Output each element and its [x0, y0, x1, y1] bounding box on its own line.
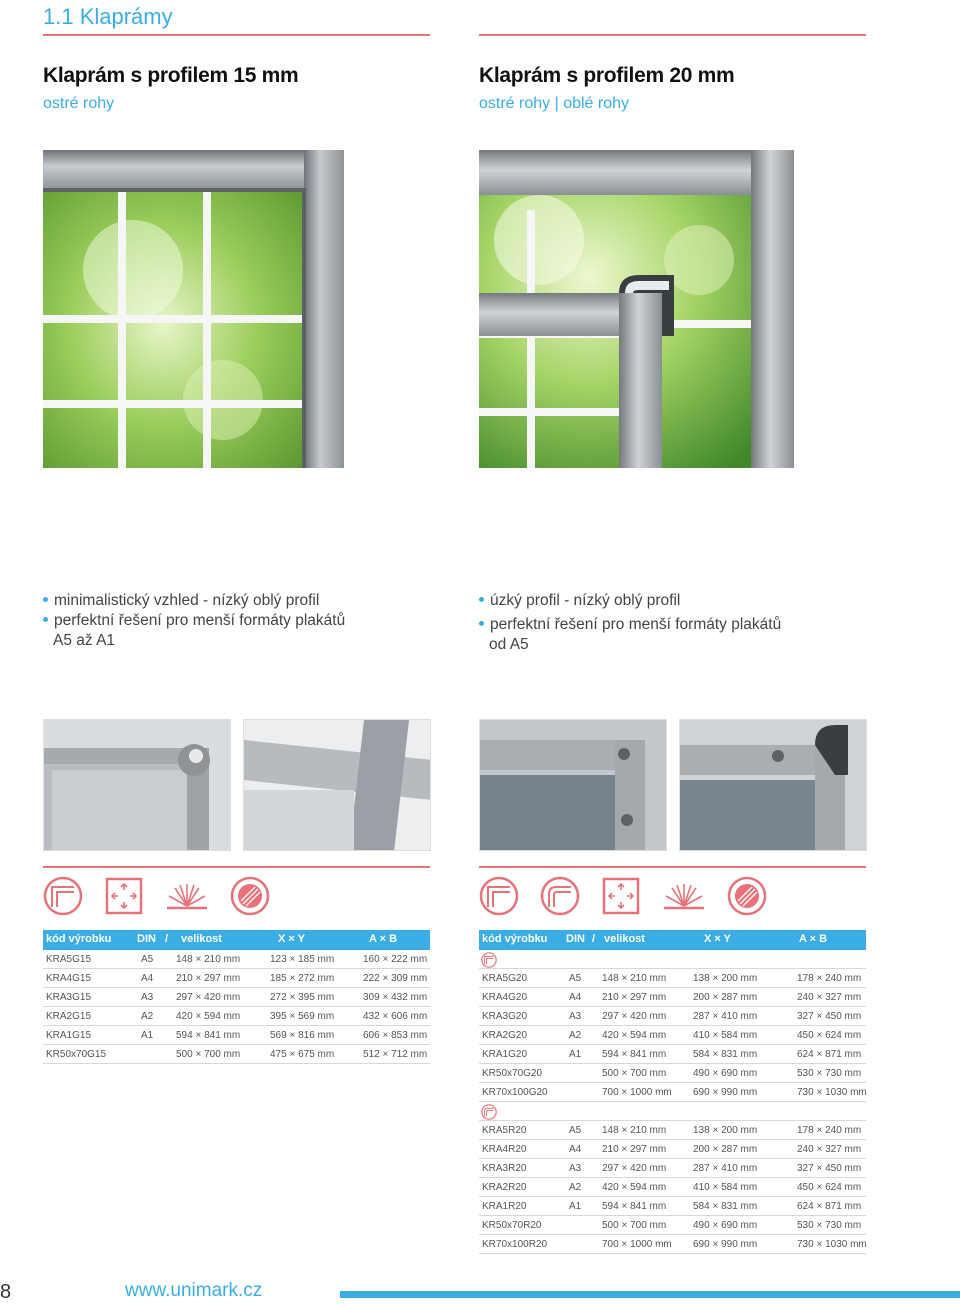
- table-row: [479, 1216, 866, 1235]
- cell-ab: 730 × 1030 mm: [797, 1239, 867, 1250]
- cell-xy: 690 × 990 mm: [693, 1087, 758, 1098]
- table-header: [43, 930, 430, 950]
- detail-photo-15-profile: [243, 719, 431, 851]
- frame-15mm-photo: [43, 150, 344, 468]
- cell-code: KRA2G20: [482, 1030, 528, 1041]
- cell-code: KR70x100R20: [482, 1239, 548, 1250]
- left-feature-list: [43, 591, 345, 651]
- cell-din: A2: [569, 1030, 582, 1041]
- left-size-table: [43, 930, 430, 1064]
- cell-xy: 410 × 584 mm: [693, 1030, 758, 1041]
- cell-size: 148 × 210 mm: [602, 1125, 667, 1136]
- cell-code: KRA3R20: [482, 1163, 527, 1174]
- left-feature-item: perfektní řešení pro menší formáty plakátů: [43, 611, 345, 631]
- col-header-code: kód výrobku: [482, 933, 548, 945]
- cell-xy: 272 × 395 mm: [270, 992, 335, 1003]
- cell-ab: 530 × 730 mm: [797, 1068, 862, 1079]
- cell-size: 500 × 700 mm: [602, 1068, 667, 1079]
- cell-din: A5: [569, 973, 582, 984]
- bullet-icon: [43, 597, 48, 602]
- left-feature-item: minimalistický vzhled - nízký oblý profil: [43, 591, 345, 611]
- table-row: [479, 1083, 866, 1102]
- col-header-slash: /: [165, 933, 169, 945]
- cell-size: 420 × 594 mm: [602, 1030, 667, 1041]
- cell-code: KRA1R20: [482, 1201, 527, 1212]
- cell-ab: 178 × 240 mm: [797, 973, 862, 984]
- group-sharp-corners: [479, 950, 866, 969]
- left-product-title: Klaprám s profilem 15 mm: [43, 64, 299, 87]
- cell-ab: 178 × 240 mm: [797, 1125, 862, 1136]
- cell-ab: 730 × 1030 mm: [797, 1087, 867, 1098]
- cell-din: A4: [569, 1144, 582, 1155]
- light-rays-icon: [165, 876, 209, 916]
- frame-20mm-photo: [479, 150, 794, 468]
- cell-xy: 584 × 831 mm: [693, 1049, 758, 1060]
- cell-code: KRA4G15: [46, 973, 92, 984]
- left-feature-icons: [43, 876, 270, 916]
- cell-size: 594 × 841 mm: [602, 1049, 667, 1060]
- cell-size: 500 × 700 mm: [602, 1220, 667, 1231]
- cell-ab: 450 × 624 mm: [797, 1030, 862, 1041]
- col-header-ab: A × B: [369, 933, 398, 945]
- cell-din: A4: [141, 973, 154, 984]
- uv-resistant-icon: [230, 876, 270, 916]
- table-row: [479, 1159, 866, 1178]
- expand-arrows-icon: [601, 876, 641, 916]
- cell-din: A4: [569, 992, 582, 1003]
- cell-size: 700 × 1000 mm: [602, 1239, 672, 1250]
- col-header-slash: /: [592, 933, 596, 945]
- cell-xy: 410 × 584 mm: [693, 1182, 758, 1193]
- right-feature-item: úzký profil - nízký oblý profil: [479, 591, 781, 611]
- table-header: [479, 930, 866, 950]
- table-row: [479, 969, 866, 988]
- cell-code: KRA1G20: [482, 1049, 528, 1060]
- cell-ab: 624 × 871 mm: [797, 1049, 862, 1060]
- cell-code: KRA3G15: [46, 992, 92, 1003]
- right-feature-item: perfektní řešení pro menší formáty plakátů: [479, 615, 781, 635]
- col-header-din: DIN: [566, 933, 585, 945]
- cell-ab: 309 × 432 mm: [363, 992, 428, 1003]
- detail-photo-15-corner: [43, 719, 231, 851]
- col-header-size: velikost: [604, 933, 645, 945]
- table-row: [479, 1140, 866, 1159]
- cell-xy: 138 × 200 mm: [693, 973, 758, 984]
- bullet-icon: [43, 617, 48, 622]
- cell-ab: 432 × 606 mm: [363, 1011, 428, 1022]
- detail-photo-20-corner: [479, 719, 667, 851]
- cell-xy: 123 × 185 mm: [270, 954, 335, 965]
- cell-ab: 327 × 450 mm: [797, 1011, 862, 1022]
- table-row: [479, 1045, 866, 1064]
- cell-xy: 690 × 990 mm: [693, 1239, 758, 1250]
- icons-rule-left: [43, 866, 430, 868]
- expand-arrows-icon: [104, 876, 144, 916]
- cell-size: 420 × 594 mm: [602, 1182, 667, 1193]
- cell-size: 297 × 420 mm: [602, 1011, 667, 1022]
- cell-code: KRA5G15: [46, 954, 92, 965]
- right-product-subtitle: ostré rohy | oblé rohy: [479, 95, 630, 112]
- icons-rule-right: [479, 866, 866, 868]
- bullet-icon: [479, 597, 484, 602]
- cell-ab: 240 × 327 mm: [797, 992, 862, 1003]
- cell-code: KRA4R20: [482, 1144, 527, 1155]
- cell-din: A3: [141, 992, 154, 1003]
- cell-ab: 222 × 309 mm: [363, 973, 428, 984]
- cell-code: KRA4G20: [482, 992, 528, 1003]
- table-row: [479, 1064, 866, 1083]
- cell-size: 210 × 297 mm: [602, 992, 667, 1003]
- table-row: [479, 988, 866, 1007]
- cell-xy: 200 × 287 mm: [693, 1144, 758, 1155]
- round-corner-icon: [540, 876, 580, 916]
- cell-ab: 450 × 624 mm: [797, 1182, 862, 1193]
- cell-din: A3: [569, 1163, 582, 1174]
- right-size-table: [479, 930, 866, 1254]
- right-feature-list: [479, 591, 781, 655]
- table-row: [479, 1197, 866, 1216]
- cell-size: 700 × 1000 mm: [602, 1087, 672, 1098]
- page-number: 8: [0, 1281, 12, 1303]
- cell-xy: 490 × 690 mm: [693, 1220, 758, 1231]
- cell-xy: 185 × 272 mm: [270, 973, 335, 984]
- group-round-corners: [479, 1102, 866, 1121]
- cell-ab: 512 × 712 mm: [363, 1049, 428, 1060]
- cell-din: A3: [569, 1011, 582, 1022]
- cell-xy: 490 × 690 mm: [693, 1068, 758, 1079]
- cell-size: 148 × 210 mm: [602, 973, 667, 984]
- cell-ab: 240 × 327 mm: [797, 1144, 862, 1155]
- light-rays-icon: [662, 876, 706, 916]
- cell-code: KR50x70G15: [46, 1049, 107, 1060]
- header-rule-right: [479, 34, 866, 36]
- sharp-corner-icon: [481, 952, 497, 968]
- right-product-title: Klaprám s profilem 20 mm: [479, 64, 735, 87]
- footer-bar: [340, 1291, 960, 1298]
- bullet-icon: [479, 621, 484, 626]
- cell-size: 500 × 700 mm: [176, 1049, 241, 1060]
- cell-din: A1: [569, 1049, 582, 1060]
- right-feature-icons: [479, 876, 767, 916]
- cell-ab: 327 × 450 mm: [797, 1163, 862, 1174]
- cell-xy: 200 × 287 mm: [693, 992, 758, 1003]
- cell-code: KR50x70G20: [482, 1068, 543, 1079]
- cell-code: KR70x100G20: [482, 1087, 548, 1098]
- col-header-code: kód výrobku: [46, 933, 112, 945]
- cell-din: A2: [141, 1011, 154, 1022]
- website-link[interactable]: www.unimark.cz: [125, 1280, 263, 1301]
- table-row: [43, 969, 430, 988]
- cell-size: 210 × 297 mm: [602, 1144, 667, 1155]
- cell-xy: 475 × 675 mm: [270, 1049, 335, 1060]
- table-row: [43, 1045, 430, 1064]
- cell-size: 420 × 594 mm: [176, 1011, 241, 1022]
- table-row: [43, 1007, 430, 1026]
- col-header-ab: A × B: [799, 933, 828, 945]
- table-row: [43, 988, 430, 1007]
- cell-size: 594 × 841 mm: [602, 1201, 667, 1212]
- uv-resistant-icon: [727, 876, 767, 916]
- col-header-xy: X × Y: [704, 933, 732, 945]
- col-header-xy: X × Y: [278, 933, 306, 945]
- cell-size: 210 × 297 mm: [176, 973, 241, 984]
- cell-code: KRA1G15: [46, 1030, 92, 1041]
- cell-din: A1: [569, 1201, 582, 1212]
- table-row: [479, 1026, 866, 1045]
- header-rule-left: [43, 34, 430, 36]
- cell-xy: 584 × 831 mm: [693, 1201, 758, 1212]
- cell-code: KRA3G20: [482, 1011, 528, 1022]
- table-row: [479, 1007, 866, 1026]
- cell-xy: 138 × 200 mm: [693, 1125, 758, 1136]
- sharp-corner-icon: [479, 876, 519, 916]
- cell-xy: 287 × 410 mm: [693, 1163, 758, 1174]
- cell-code: KR50x70R20: [482, 1220, 542, 1231]
- cell-ab: 606 × 853 mm: [363, 1030, 428, 1041]
- detail-photo-20-round-corner: [679, 719, 867, 851]
- cell-code: KRA5G20: [482, 973, 528, 984]
- cell-din: A5: [141, 954, 154, 965]
- cell-xy: 287 × 410 mm: [693, 1011, 758, 1022]
- cell-ab: 624 × 871 mm: [797, 1201, 862, 1212]
- cell-xy: 395 × 569 mm: [270, 1011, 335, 1022]
- table-row: [479, 1235, 866, 1254]
- cell-size: 297 × 420 mm: [602, 1163, 667, 1174]
- table-row: [43, 1026, 430, 1045]
- cell-ab: 530 × 730 mm: [797, 1220, 862, 1231]
- col-header-din: DIN: [137, 933, 156, 945]
- left-feature-item-continued: A5 až A1: [53, 632, 116, 649]
- table-row: [479, 1178, 866, 1197]
- cell-xy: 569 × 816 mm: [270, 1030, 335, 1041]
- cell-code: KRA2G15: [46, 1011, 92, 1022]
- right-feature-item-continued: od A5: [489, 636, 529, 653]
- col-header-size: velikost: [181, 933, 222, 945]
- table-row: [43, 950, 430, 969]
- cell-din: A1: [141, 1030, 154, 1041]
- cell-size: 297 × 420 mm: [176, 992, 241, 1003]
- cell-code: KRA2R20: [482, 1182, 527, 1193]
- cell-size: 148 × 210 mm: [176, 954, 241, 965]
- cell-code: KRA5R20: [482, 1125, 527, 1136]
- cell-din: A2: [569, 1182, 582, 1193]
- section-title: 1.1 Klaprámy: [43, 4, 173, 29]
- sharp-corner-icon: [43, 876, 83, 916]
- cell-ab: 160 × 222 mm: [363, 954, 428, 965]
- round-corner-icon: [481, 1104, 497, 1120]
- left-product-subtitle: ostré rohy: [43, 95, 115, 112]
- cell-size: 594 × 841 mm: [176, 1030, 241, 1041]
- cell-din: A5: [569, 1125, 582, 1136]
- table-row: [479, 1121, 866, 1140]
